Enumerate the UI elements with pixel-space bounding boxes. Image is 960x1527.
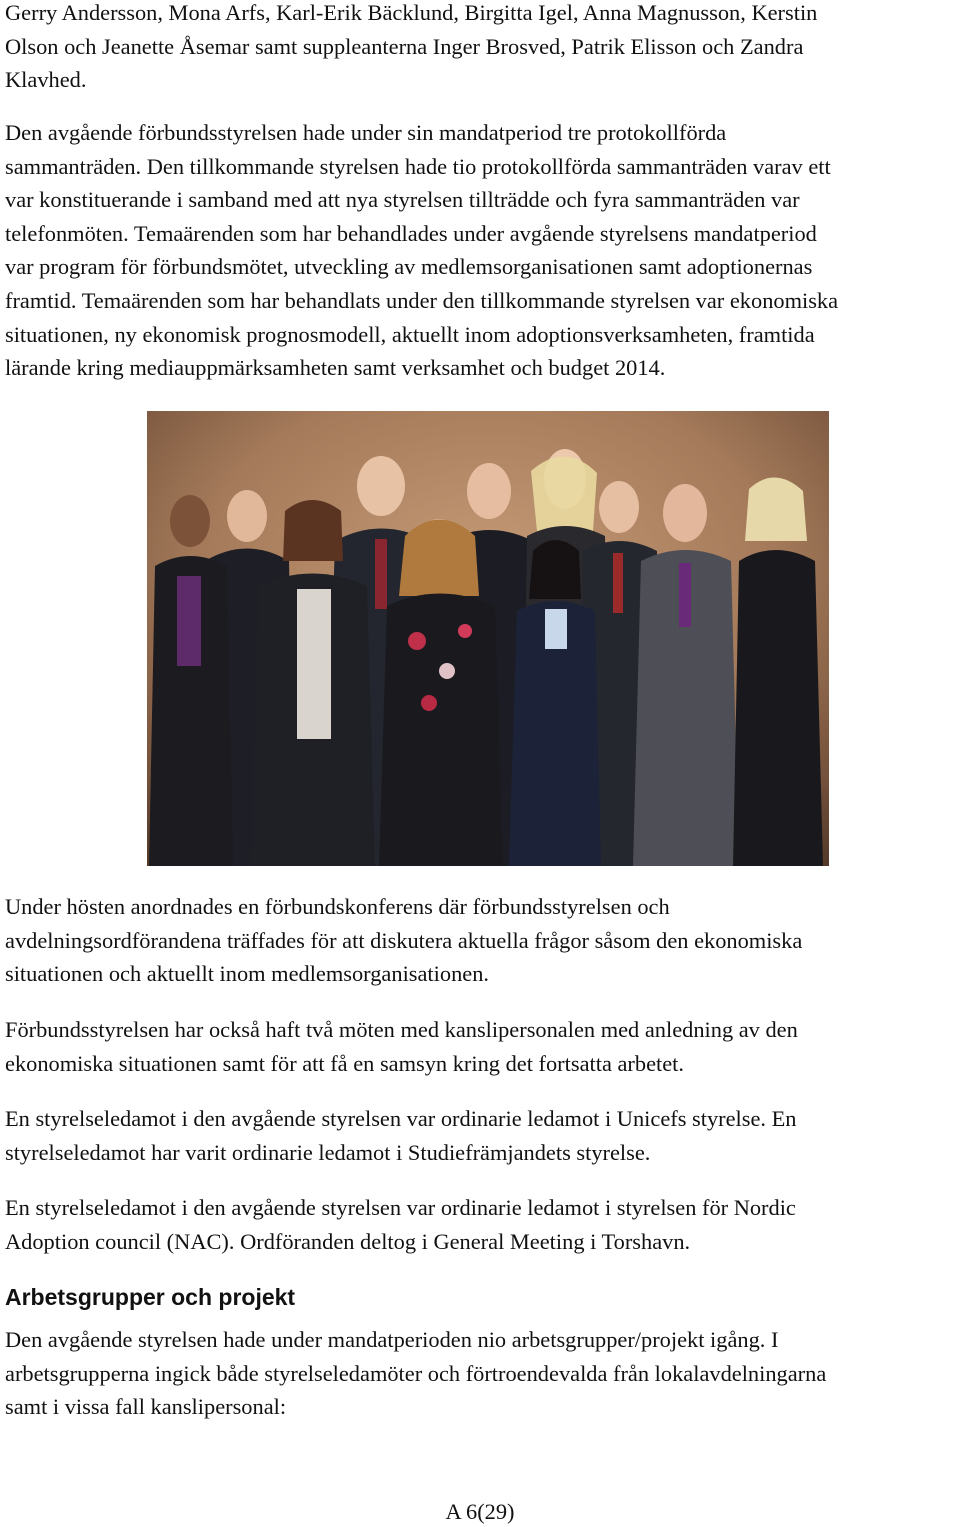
text-line: Den avgående förbundsstyrelsen hade under sin mandatperiod tre protokollförda [5, 120, 727, 145]
section-heading: Arbetsgrupper och projekt [5, 1284, 296, 1310]
text-line: Den avgående styrelsen hade under mandatperioden nio arbetsgrupper/projekt igång. I [5, 1327, 779, 1352]
text-line: var konstituerande i samband med att nya styrelsen tillträdde och fyra sammanträden var [5, 187, 800, 213]
text-line: framtid. Temaärenden som har behandlats under den tillkommande styrelsen var ekonomiska [5, 287, 839, 313]
page-number: A 6(29) [445, 1499, 515, 1524]
paragraph-board-members [5, 0, 957, 97]
paragraph-nac [5, 1191, 957, 1258]
text-line: En styrelseledamot i den avgående styrelsen var ordinarie ledamot i Unicefs styrelse. En [5, 1106, 797, 1131]
text-line: lärande kring mediauppmärksamheten samt verksamhet och budget 2014. [5, 355, 666, 381]
paragraph-meetings [5, 116, 957, 385]
text-line: Klavhed. [5, 67, 87, 93]
board-group-photo [147, 411, 829, 866]
text-line: telefonmöten. Temaärenden som har behandlades under avgående styrelsens mandatperiod [5, 220, 817, 246]
paragraph-conference [5, 890, 957, 991]
text-line: styrelseledamot har varit ordinarie ledamot i Studiefrämjandets styrelse. [5, 1139, 651, 1165]
text-line: sammanträden. Den tillkommande styrelsen hade tio protokollförda sammanträden varav ett [5, 153, 831, 179]
paragraph-unicef [5, 1102, 957, 1169]
text-line: avdelningsordförandena träffades för att diskutera aktuella frågor såsom den ekonomiska [5, 927, 803, 953]
paragraph-working-groups [5, 1323, 957, 1424]
paragraph-staff-meetings [5, 1013, 957, 1080]
text-line: Adoption council (NAC). Ordföranden deltog i General Meeting i Torshavn. [5, 1228, 691, 1254]
text-line: Förbundsstyrelsen har också haft två möten med kanslipersonalen med anledning av den [5, 1017, 798, 1042]
text-line: En styrelseledamot i den avgående styrelsen var ordinarie ledamot i styrelsen för Nordic [5, 1195, 796, 1220]
text-line: var program för förbundsmötet, utveckling av medlemsorganisationen samt adoptionernas [5, 254, 813, 280]
text-line: ekonomiska situationen samt för att få en samsyn kring det fortsatta arbetet. [5, 1050, 684, 1076]
text-line: Olson och Jeanette Åsemar samt suppleanterna Inger Brosved, Patrik Elisson och Zandra [5, 33, 804, 59]
text-line: samt i vissa fall kanslipersonal: [5, 1394, 287, 1420]
text-line: Under hösten anordnades en förbundskonferens där förbundsstyrelsen och [5, 894, 670, 919]
text-line: situationen och aktuellt inom medlemsorganisationen. [5, 961, 490, 987]
text-line: situationen, ny ekonomisk prognosmodell, aktuellt inom adoptionsverksamheten, framtida [5, 321, 815, 347]
text-line: arbetsgrupperna ingick både styrelseledamöter och förtroendevalda från lokalavdelningarna [5, 1360, 827, 1386]
text-line: Gerry Andersson, Mona Arfs, Karl-Erik Bäcklund, Birgitta Igel, Anna Magnusson, Kerstin [5, 0, 818, 25]
